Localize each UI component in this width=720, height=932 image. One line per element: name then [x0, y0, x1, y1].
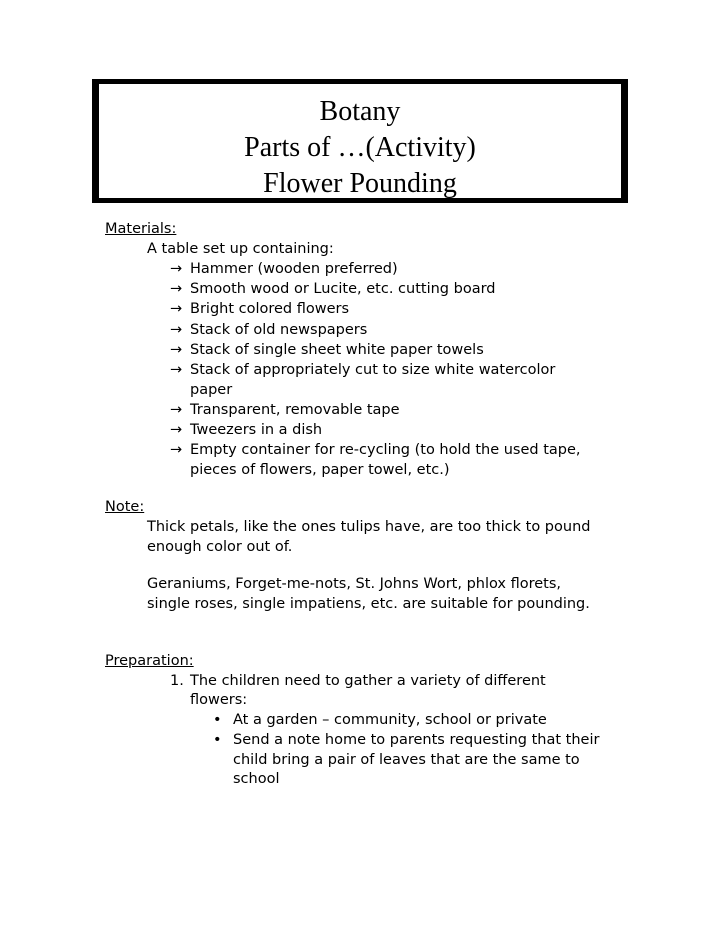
bullet-icon: • — [213, 732, 222, 748]
bullet-item — [213, 710, 547, 730]
materials-item-text: Empty container for re-cycling (to hold the used tape, — [190, 442, 581, 458]
arrow-icon: → — [170, 342, 183, 358]
bullet-item-continuation: school — [233, 771, 280, 787]
materials-intro: A table set up containing: — [147, 241, 334, 257]
bullet-icon: • — [213, 712, 222, 728]
arrow-icon: → — [170, 362, 183, 378]
materials-item — [170, 420, 322, 440]
bullet-item — [213, 730, 599, 750]
step-number: 1. — [170, 673, 184, 689]
arrow-icon: → — [170, 422, 183, 438]
arrow-icon: → — [170, 261, 183, 277]
title-box — [92, 79, 628, 203]
arrow-icon: → — [170, 301, 183, 317]
materials-item-text: Stack of appropriately cut to size white watercolor — [190, 362, 556, 378]
note-paragraph-2-line-1: Geraniums, Forget-me-nots, St. Johns Wort, phlox florets, — [147, 576, 562, 592]
materials-item — [170, 440, 581, 460]
materials-item — [170, 299, 349, 319]
preparation-heading: Preparation: — [105, 653, 194, 669]
note-heading: Note: — [105, 499, 145, 515]
materials-item — [170, 360, 555, 380]
note-paragraph-1-line-1: Thick petals, like the ones tulips have, are too thick to pound — [147, 519, 591, 535]
materials-item — [170, 400, 400, 420]
materials-item-text: Tweezers in a dish — [190, 422, 323, 438]
materials-item-continuation: paper — [190, 382, 233, 398]
materials-item-text: Bright colored flowers — [190, 301, 350, 317]
materials-item — [170, 320, 367, 340]
bullet-item-text: At a garden – community, school or private — [233, 712, 547, 728]
note-paragraph-2-line-2: single roses, single impatiens, etc. are suitable for pounding. — [147, 596, 590, 612]
bullet-item-continuation: child bring a pair of leaves that are the same to — [233, 752, 580, 768]
arrow-icon: → — [170, 402, 183, 418]
title-line-3: Flower Pounding — [263, 168, 457, 199]
arrow-icon: → — [170, 322, 183, 338]
materials-item-text: Transparent, removable tape — [190, 402, 400, 418]
materials-item-text: Hammer (wooden preferred) — [190, 261, 398, 277]
materials-item-continuation: pieces of flowers, paper towel, etc.) — [190, 462, 450, 478]
materials-item — [170, 259, 398, 279]
step-1-line-2: flowers: — [190, 692, 248, 708]
note-paragraph-1-line-2: enough color out of. — [147, 539, 293, 555]
bullet-item-text: Send a note home to parents requesting that their — [233, 732, 600, 748]
materials-heading: Materials: — [105, 221, 177, 237]
materials-item-text: Stack of old newspapers — [190, 322, 368, 338]
arrow-icon: → — [170, 281, 183, 297]
materials-item — [170, 279, 495, 299]
title-line-1: Botany — [319, 96, 401, 127]
step-1-line-1: The children need to gather a variety of different — [190, 673, 546, 689]
materials-item — [170, 340, 484, 360]
arrow-icon: → — [170, 442, 183, 458]
materials-item-text: Smooth wood or Lucite, etc. cutting board — [190, 281, 496, 297]
materials-item-text: Stack of single sheet white paper towels — [190, 342, 484, 358]
title-line-2: Parts of …(Activity) — [244, 132, 476, 163]
